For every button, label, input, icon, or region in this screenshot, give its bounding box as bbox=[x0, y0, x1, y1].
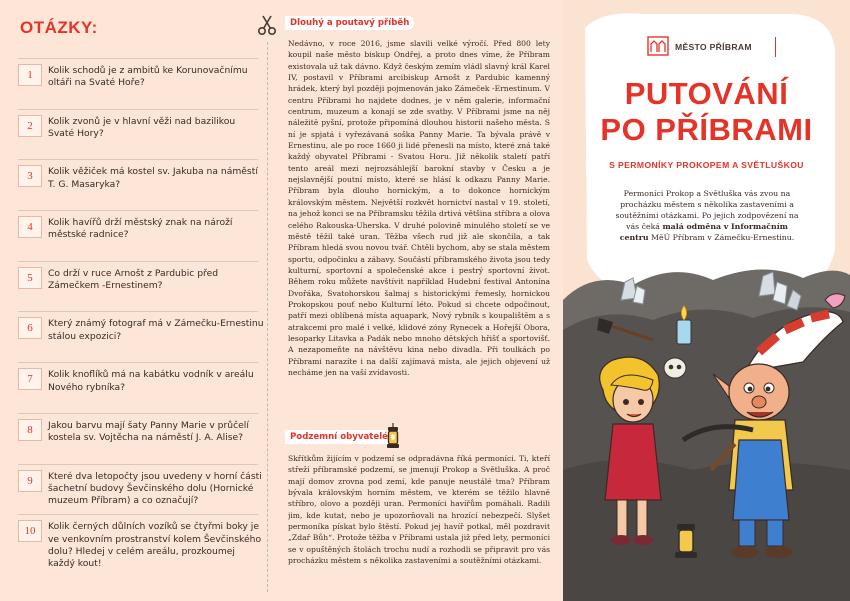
question-item bbox=[18, 464, 262, 515]
question-text: Který známý fotograf má v Zámečku-Ernestinu stálou expozici? bbox=[48, 318, 264, 342]
cover-panel bbox=[563, 0, 850, 601]
city-crest-icon bbox=[647, 36, 669, 56]
question-number: 6 bbox=[18, 317, 42, 339]
question-item bbox=[18, 58, 258, 109]
question-item bbox=[18, 413, 258, 464]
question-text: Které dva letopočty jsou uvedeny v horní části šachetní budovy Ševčinského dolu (Hornické muzeum Příbram) a co označují? bbox=[48, 470, 262, 507]
logo-divider bbox=[775, 37, 776, 57]
question-text: Co drží v ruce Arnošt z Pardubic před Zámečkem -Ernestinem? bbox=[48, 267, 219, 292]
scissors-icon bbox=[256, 14, 278, 36]
question-item bbox=[18, 210, 258, 261]
question-text: Kolik knoflíků má na kabátku vodník v areálu Nového rybníka? bbox=[48, 369, 254, 393]
questions-title: OTÁZKY: bbox=[20, 18, 98, 37]
question-text: Kolik černých důlních vozíků se čtyřmi boky je ve venkovním prostranství kolem Ševčinského dolu? Hledej v celém areálu, prozkoumej každý kout! bbox=[48, 521, 262, 570]
miner-lamp-icon bbox=[384, 422, 402, 452]
city-logo-text: MĚSTO PŘÍBRAM bbox=[675, 42, 752, 52]
cover-title-line1: PUTOVÁNÍ bbox=[624, 76, 789, 111]
question-number: 4 bbox=[18, 216, 42, 238]
question-item bbox=[18, 362, 258, 413]
question-item bbox=[18, 311, 264, 362]
question-item bbox=[18, 514, 262, 570]
question-number: 5 bbox=[18, 267, 42, 289]
cover-title-line2: PO PŘÍBRAMI bbox=[600, 112, 813, 147]
intro-text-2: MěÚ Příbram v Zámečku-Ernestinu. bbox=[648, 232, 795, 242]
question-item bbox=[18, 109, 258, 160]
question-number: 7 bbox=[18, 368, 42, 390]
story-text: Nedávno, v roce 2016, jsme slavili velké výročí. Před 800 lety koupil naše město biskup Ondřej, a proto dnes víme, že Příbram existovala už tak dávno. Když českým zemím vládl slavný král Karel IV, postavil v Příbrami arcibiskup Arnošt z Pardubic kamenný hrádek, který byl později pojmenován jako Zámeček -Ernestinum. V centru Příbrami ho najdete dodnes, je v něm galerie, informační centrum, muzeum a konají se zde svatby. V Příbrami jsme na něj náležitě pyšní, protože připomíná dlouhou historii našeho města. S ní je spjatá i vyřezávaná soška Panny Marie. Ta bývala právě v Ernestinu, ale po roce 1660 ji lidé přenesli na místo, které zná také každý obyvatel Příbrami - Svatou Horu. Již několik staletí patří tento areál mezi nejrozsáhlejší barokní stavby v Česku a je nejslavnější poutní místo, které se hlásí k odkazu Panny Marie. Příbram byla dlouho hornickým, a to dokonce hornickým královským městem. Největší rozkvět hornictví nastal v 19. století, na jehož konci se na Příbramsku těžila drtivá většina stříbra a olova celého Rakouska-Uherska. V druhé polovině minulého století se ve městě těžil také uran. Těžba všech rud již ale skončila, a tak Příbram hledá svou novou tvář. Chtěli bychom, aby se stala městem sportu, odpočinku a zábavy. Součástí příbramského života jsou tedy kulturní, sportovní a společenské akce i pestrý sportovní život. Během roku můžete navštívit například Hudební festival Antonína Dvořáka, Svatohorskou šalmaj s historickými řemesly, hornickou Prokopskou pouť nebo Kulturní léto. Pokud si chcete odpočinout, patří mezi oblíbená místa aquapark, Nový rybník s koupalištěm a s atrakcemi pro malé i velké, klidové zóny Rynecek a Hořejší Obora, lesoparky Litavka a Padák nebo mnoho dětských hřišť a sportovišť. A nezapomeňte na návštěvu kina nebo divadla. Při toulkách po Příbrami narazíte i na další zajímavá místa, ale jejich objevení už necháme jen na vaší zvídavosti. bbox=[288, 39, 550, 377]
story-panel bbox=[282, 0, 563, 601]
cut-line bbox=[267, 42, 268, 592]
cover-intro bbox=[611, 189, 803, 244]
underground-heading: Podzemní obyvatelé bbox=[285, 430, 393, 444]
question-text: Kolik zvonů je v hlavní věži nad bazilikou Svaté Hory? bbox=[48, 115, 236, 140]
question-number: 10 bbox=[18, 520, 42, 542]
underground-text: Skřítkům žijícím v podzemí se odpradávna říká permoníci. Ti, kteří střeží příbramské podzemí, se jmenují Prokop a Světluška. A proč mají domov zrovna pod zemí, kde panuje neustálé tma? Příbram bývala královským horním městem, ve kterém se těžilo hlavně stříbro, olovo a později uran. Permoníci havířům pomáhali. Radili jim, kde kutat, nebo je upozorňovali na hrozící nebezpečí. Slyšet permoníka pískat bylo štěstí. Pokud jej havíř potkal, měl pozdravit „Zdař Bůh“. Protože těžba v Příbrami ustala již před lety, permoníci se v opuštěných štolách trochu nudí a rozhodli se připravit pro vás procházku městem s několika zastaveními a soutěžními otázkami. bbox=[288, 454, 550, 566]
question-item bbox=[18, 159, 258, 210]
question-text: Jakou barvu mají šaty Panny Marie v průčelí kostela sv. Vojtěcha na náměstí J. A. Alise? bbox=[48, 419, 249, 444]
question-number: 1 bbox=[18, 64, 42, 86]
question-list bbox=[18, 58, 264, 570]
cover-subtitle: S PERMONÍKY PROKOPEM A SVĚTLUŠKOU bbox=[609, 160, 804, 170]
questions-panel bbox=[0, 0, 282, 601]
question-text: Kolik havířů drží městský znak na nároží městské radnice? bbox=[48, 217, 233, 241]
question-number: 9 bbox=[18, 470, 42, 492]
question-text: Kolik schodů je z ambitů ke Korunovačnímu oltáři na Svaté Hoře? bbox=[48, 65, 248, 89]
question-item bbox=[18, 261, 258, 312]
intro-text-1: Permoníci Prokop a Světluška vás zvou na procházku městem s několika zastaveními a soutěžními otázkami. Po jejich zodpovězení na vás čeká bbox=[615, 189, 799, 231]
question-number: 2 bbox=[18, 115, 42, 137]
question-number: 8 bbox=[18, 419, 42, 441]
city-logo bbox=[647, 36, 787, 58]
question-text: Kolik věžiček má kostel sv. Jakuba na náměstí T. G. Masaryka? bbox=[48, 166, 258, 190]
intro-highlight: malá odměna v Informačním centru bbox=[619, 221, 788, 242]
story-heading: Dlouhý a poutavý příběh bbox=[285, 16, 414, 30]
question-number: 3 bbox=[18, 165, 42, 187]
